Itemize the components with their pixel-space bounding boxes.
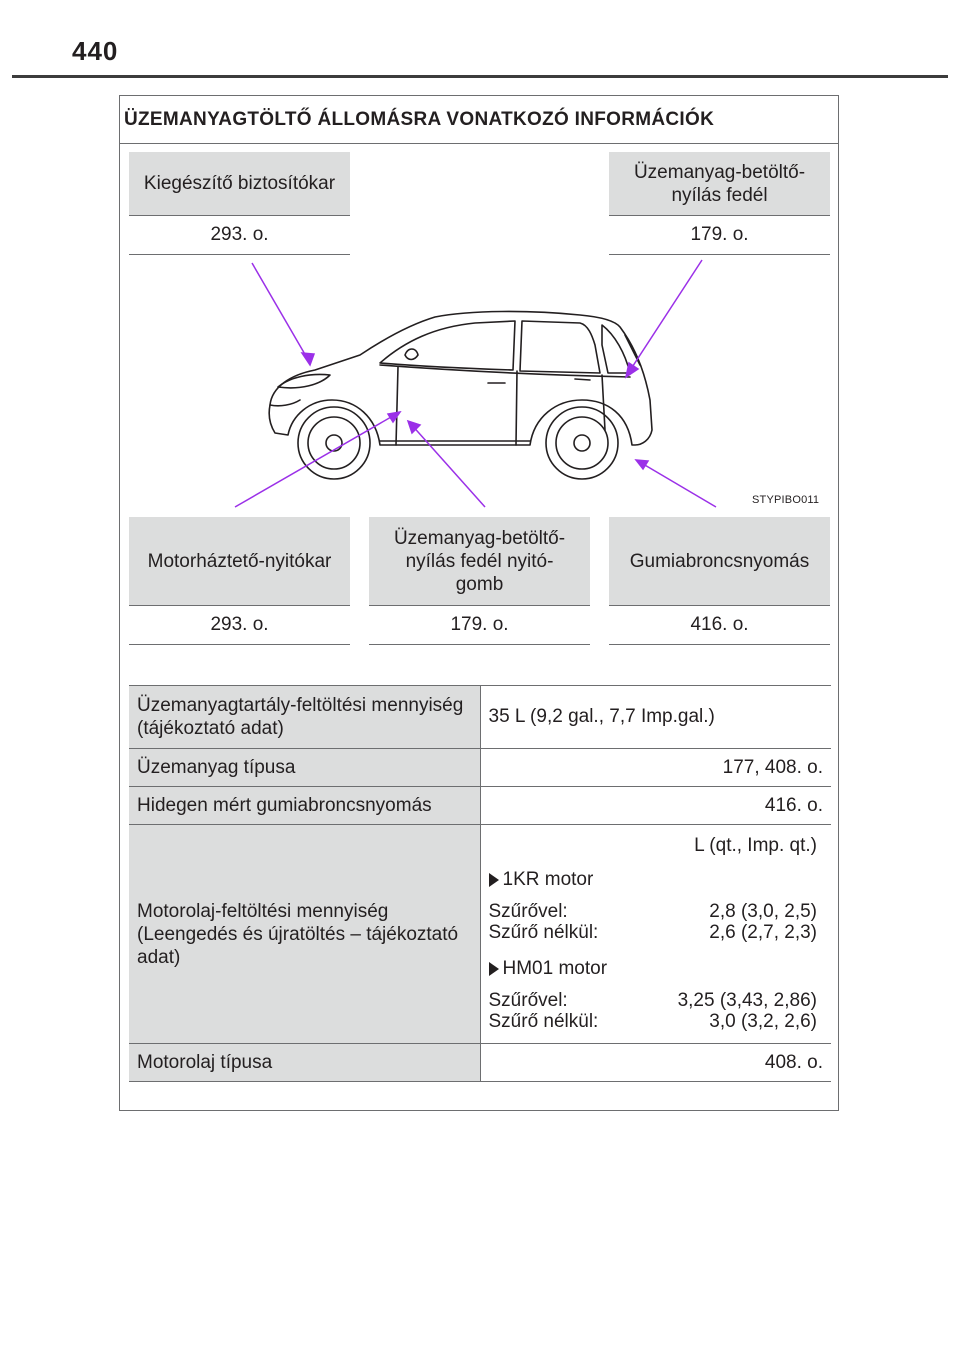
callout-label: Kiegészítő biztosítókar (129, 152, 350, 216)
car-side-view (230, 255, 730, 515)
oil-unit: L (qt., Imp. qt.) (694, 835, 817, 856)
section-title: ÜZEMANYAGTÖLTŐ ÁLLOMÁSRA VONATKOZÓ INFORMÁCIÓK (120, 96, 838, 144)
without-filter-label: Szűrő nélkül: (488, 922, 599, 943)
table-row (129, 1044, 831, 1082)
callout-page-ref: 179. o. (369, 606, 590, 645)
row-value: 408. o. (480, 1044, 831, 1082)
row-label: Motorolaj típusa (129, 1044, 480, 1082)
callout-tire-pressure (609, 517, 830, 645)
row-value: 177, 408. o. (480, 749, 831, 787)
without-filter-value: 2,6 (2,7, 2,3) (709, 922, 817, 943)
with-filter-label: Szűrővel: (488, 990, 568, 1011)
table-row (129, 825, 831, 1044)
callout-fuel-door (609, 152, 830, 255)
callout-page-ref: 293. o. (129, 216, 350, 255)
table-row (129, 787, 831, 825)
without-filter-value: 3,0 (3,2, 2,6) (709, 1011, 817, 1032)
engine-hm01 (489, 957, 818, 1032)
with-filter-label: Szűrővel: (488, 901, 568, 922)
callout-auxiliary-catch (129, 152, 350, 255)
info-table (129, 685, 831, 1082)
callout-label: Üzemanyag-betöltő-nyílás fedél (609, 152, 830, 216)
engine-name: HM01 motor (502, 958, 608, 979)
callout-page-ref: 179. o. (609, 216, 830, 255)
row-label: Üzemanyagtartály-feltöltési mennyiség (tájékoztató adat) (129, 686, 480, 749)
callout-fuel-door-button (369, 517, 590, 645)
table-row (129, 749, 831, 787)
top-rule (12, 75, 948, 78)
row-value: 416. o. (480, 787, 831, 825)
row-value: 35 L (9,2 gal., 7,7 Imp.gal.) (480, 686, 831, 749)
row-label: Üzemanyag típusa (129, 749, 480, 787)
callout-label: Motorháztető-nyitókar (129, 517, 350, 606)
callout-label: Üzemanyag-betöltő-nyílás fedél nyitó-gomb (369, 517, 590, 606)
arrow-icon (489, 873, 499, 887)
arrow-icon (489, 962, 499, 976)
row-label: Motorolaj-feltöltési mennyiség (Leengedés és újratöltés – tájékoztató adat) (129, 825, 480, 1044)
table-row (129, 686, 831, 749)
callout-page-ref: 293. o. (129, 606, 350, 645)
row-label: Hidegen mért gumiabroncsnyomás (129, 787, 480, 825)
with-filter-value: 2,8 (3,0, 2,5) (709, 901, 817, 922)
callout-page-ref: 416. o. (609, 606, 830, 645)
engine-1kr (489, 868, 818, 943)
page-number: 440 (72, 36, 119, 66)
without-filter-label: Szűrő nélkül: (488, 1011, 599, 1032)
callout-hood-lever (129, 517, 350, 645)
with-filter-value: 3,25 (3,43, 2,86) (677, 990, 817, 1011)
engine-name: 1KR motor (502, 869, 594, 890)
oil-capacity-cell (480, 825, 831, 1044)
callout-label: Gumiabroncsnyomás (609, 517, 830, 606)
figure-code: STYPIBO011 (752, 494, 820, 506)
car-illustration (230, 255, 730, 515)
